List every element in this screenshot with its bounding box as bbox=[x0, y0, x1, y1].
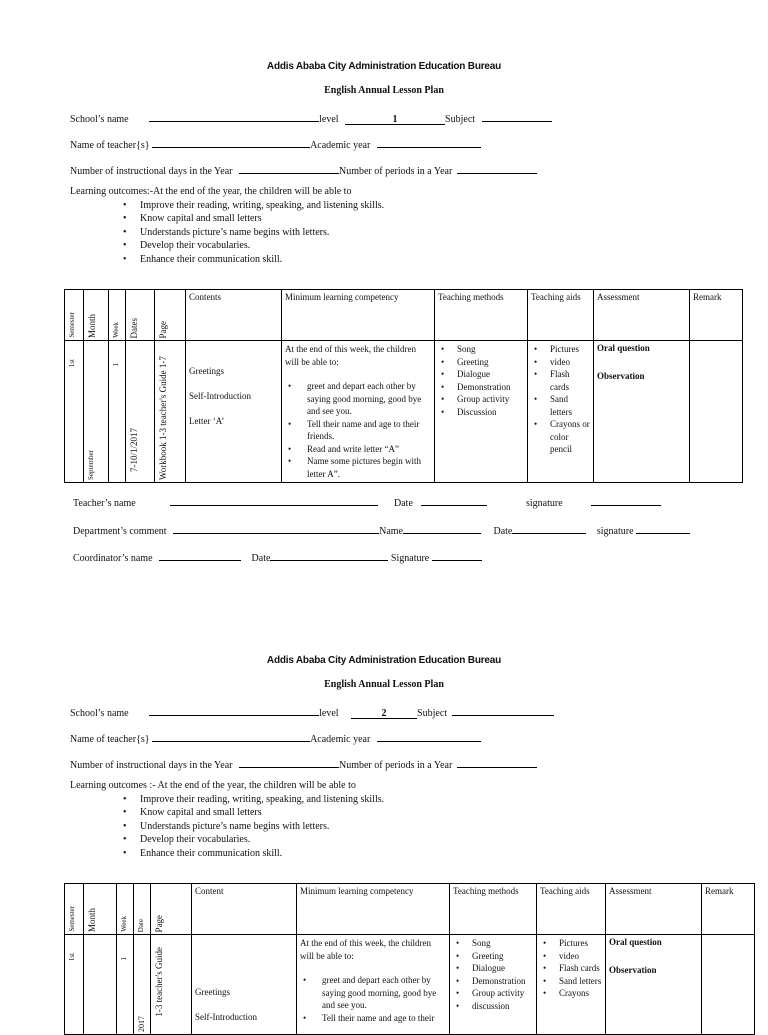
cell-dates: 2017 bbox=[134, 935, 151, 1035]
assessment-item: Observation bbox=[609, 965, 657, 975]
method-item: • Song bbox=[438, 343, 524, 356]
header-aids: Teaching aids bbox=[528, 290, 594, 341]
dept-signature-field[interactable] bbox=[636, 524, 690, 534]
teacher-signature bbox=[526, 496, 661, 509]
content-item: Letter ‘A’ bbox=[189, 416, 225, 426]
cell-remark[interactable] bbox=[690, 341, 743, 483]
aid-item: • video bbox=[540, 950, 602, 963]
teacher-row bbox=[70, 138, 481, 151]
cell-methods bbox=[450, 935, 537, 1035]
method-item: • Discussion bbox=[438, 406, 524, 419]
competency-intro: At the end of this week, the children will be able to: bbox=[285, 344, 416, 367]
teacher-date bbox=[394, 496, 487, 509]
aid-item: • Crayons bbox=[540, 987, 602, 1000]
header-semester: Semester bbox=[65, 290, 84, 341]
coord-signature-label: Signature bbox=[390, 553, 430, 564]
aid-item: • Pictures bbox=[540, 937, 602, 950]
header-assessment: Assessment bbox=[606, 884, 702, 935]
header-page: Page bbox=[155, 290, 186, 341]
method-item: • Demonstration bbox=[453, 975, 533, 988]
periods-field[interactable] bbox=[457, 758, 537, 768]
date-field[interactable] bbox=[421, 496, 487, 506]
method-item: • Group activity bbox=[453, 987, 533, 1000]
outcome-item: • Improve their reading, writing, speaking, and listening skills. bbox=[140, 199, 384, 213]
dept-date-field[interactable] bbox=[512, 524, 586, 534]
header-assessment: Assessment bbox=[594, 290, 690, 341]
cell-page: 1-3 teacher's Guide bbox=[151, 935, 192, 1035]
coordinator-row bbox=[73, 551, 482, 564]
teacher-label: Name of teacher{s} bbox=[70, 140, 150, 151]
cell-dates: 7-10/1/2017 bbox=[126, 341, 155, 483]
method-item: • Song bbox=[453, 937, 533, 950]
name-field[interactable] bbox=[403, 524, 481, 534]
dept-comment-field[interactable] bbox=[173, 524, 379, 534]
name-label: Name bbox=[379, 526, 403, 537]
header-competency: Minimum learning competency bbox=[297, 884, 450, 935]
teacher-row bbox=[70, 732, 481, 745]
method-item: • Greeting bbox=[438, 356, 524, 369]
method-item: • discussion bbox=[453, 1000, 533, 1013]
lesson-plan-table bbox=[64, 289, 743, 483]
school-name-field[interactable] bbox=[149, 112, 319, 122]
level-label: level bbox=[319, 114, 339, 125]
days-label: Number of instructional days in the Year bbox=[70, 166, 233, 177]
outcome-item: • Develop their vocabularies. bbox=[140, 239, 384, 253]
plan-title: English Annual Lesson Plan bbox=[324, 85, 444, 96]
outcome-item: • Know capital and small letters bbox=[140, 806, 384, 820]
header-month: Month bbox=[84, 884, 117, 935]
coord-date-label: Date bbox=[251, 553, 271, 564]
bureau-title: Addis Ababa City Administration Education Bureau bbox=[266, 655, 502, 666]
header-competency: Minimum learning competency bbox=[282, 290, 435, 341]
subject-field[interactable] bbox=[452, 706, 554, 716]
header-contents: Contents bbox=[186, 290, 282, 341]
aid-item: • Flash cards bbox=[540, 962, 602, 975]
cell-assessment bbox=[606, 935, 702, 1035]
periods-label: Number of periods in a Year bbox=[338, 166, 453, 177]
school-name-field[interactable] bbox=[149, 706, 319, 716]
cell-week: 1 bbox=[117, 935, 134, 1035]
cell-contents bbox=[186, 341, 282, 483]
aid-item: • Flash cards bbox=[531, 368, 590, 393]
plan-title: English Annual Lesson Plan bbox=[324, 679, 444, 690]
header-page: Page bbox=[151, 884, 192, 935]
header-remark: Remark bbox=[702, 884, 755, 935]
aid-item: • Crayons or color pencil bbox=[531, 418, 590, 456]
header-remark: Remark bbox=[690, 290, 743, 341]
level-label: level bbox=[319, 708, 339, 719]
coord-date-field[interactable] bbox=[270, 551, 388, 561]
academic-year-label: Academic year bbox=[310, 734, 371, 745]
outcome-item: • Know capital and small letters bbox=[140, 212, 384, 226]
teacher-field[interactable] bbox=[152, 138, 310, 148]
subject-field[interactable] bbox=[482, 112, 552, 122]
header-methods: Teaching methods bbox=[450, 884, 537, 935]
subject-label: Subject bbox=[417, 708, 448, 719]
outcome-item: • Improve their reading, writing, speaking, and listening skills. bbox=[140, 793, 384, 807]
header-methods: Teaching methods bbox=[435, 290, 528, 341]
competency-intro: At the end of this week, the children will be able to: bbox=[300, 938, 431, 961]
header-week: Week bbox=[109, 290, 126, 341]
academic-year-field[interactable] bbox=[377, 138, 481, 148]
days-row bbox=[70, 164, 537, 177]
periods-field[interactable] bbox=[457, 164, 537, 174]
days-field[interactable] bbox=[239, 164, 339, 174]
lesson-plan-table bbox=[64, 883, 755, 1035]
table-row bbox=[65, 935, 755, 1035]
cell-week: 1 bbox=[109, 341, 126, 483]
cell-competency bbox=[297, 935, 450, 1035]
school-name-label: School’s name bbox=[70, 708, 129, 719]
teachers-name-field[interactable] bbox=[170, 496, 378, 506]
academic-year-label: Academic year bbox=[310, 140, 371, 151]
aid-item: • Sand letters bbox=[540, 975, 602, 988]
table-row bbox=[65, 341, 743, 483]
assessment-item: Oral question bbox=[609, 937, 662, 947]
cell-semester: 1st bbox=[65, 935, 84, 1035]
cell-month bbox=[84, 935, 117, 1035]
cell-semester: 1st bbox=[65, 341, 84, 483]
bureau-title: Addis Ababa City Administration Education Bureau bbox=[266, 61, 502, 72]
competency-item: • Tell their name and age to their bbox=[300, 1012, 446, 1025]
outcomes-intro: Learning outcomes:-At the end of the year, the children will be able to bbox=[70, 186, 352, 197]
cell-competency bbox=[282, 341, 435, 483]
header-date: Date bbox=[134, 884, 151, 935]
teacher-label: Name of teacher{s} bbox=[70, 734, 150, 745]
cell-methods bbox=[435, 341, 528, 483]
coordinator-field[interactable] bbox=[159, 551, 241, 561]
table-header-row bbox=[65, 290, 743, 341]
days-field[interactable] bbox=[239, 758, 339, 768]
competency-item: • greet and depart each other by saying good morning, good bye and see you. bbox=[285, 380, 431, 418]
outcome-item: • Understands picture’s name begins with letters. bbox=[140, 226, 384, 240]
learning-outcomes bbox=[70, 779, 384, 860]
outcome-item: • Understands picture’s name begins with letters. bbox=[140, 820, 384, 834]
signature-field[interactable] bbox=[591, 496, 661, 506]
aid-item: • Sand letters bbox=[531, 393, 590, 418]
cell-month: September bbox=[84, 341, 109, 483]
level-field[interactable]: 1 bbox=[345, 115, 445, 125]
cell-contents bbox=[192, 935, 297, 1035]
outcome-item: • Enhance their communication skill. bbox=[140, 253, 384, 267]
cell-page: Workbook 1-3 teacher's Guide 1-7 bbox=[155, 341, 186, 483]
competency-item: • Name some pictures begin with letter A”. bbox=[285, 455, 431, 480]
aid-item: • Pictures bbox=[531, 343, 590, 356]
method-item: • Dialogue bbox=[453, 962, 533, 975]
cell-assessment bbox=[594, 341, 690, 483]
content-item: Self-Introduction bbox=[195, 1012, 257, 1022]
outcomes-intro: Learning outcomes :- At the end of the year, the children will be able to bbox=[70, 780, 356, 791]
assessment-item: Observation bbox=[597, 371, 645, 381]
coordinator-label: Coordinator’s name bbox=[73, 553, 153, 564]
content-item: Greetings bbox=[195, 987, 230, 997]
content-item: Greetings bbox=[189, 366, 224, 376]
header-month: Month bbox=[84, 290, 109, 341]
learning-outcomes bbox=[70, 185, 384, 266]
days-label: Number of instructional days in the Year bbox=[70, 760, 233, 771]
dept-comment-label: Department’s comment bbox=[73, 526, 167, 537]
method-item: • Demonstration bbox=[438, 381, 524, 394]
date-label: Date bbox=[394, 498, 413, 509]
method-item: • Group activity bbox=[438, 393, 524, 406]
outcome-item: • Develop their vocabularies. bbox=[140, 833, 384, 847]
method-item: • Greeting bbox=[453, 950, 533, 963]
cell-aids bbox=[537, 935, 606, 1035]
signature-label: signature bbox=[526, 498, 563, 509]
cell-remark[interactable] bbox=[702, 935, 755, 1035]
level-field[interactable]: 2 bbox=[351, 709, 417, 719]
dept-date-label: Date bbox=[493, 526, 513, 537]
dept-signature-label: signature bbox=[596, 526, 634, 537]
cell-aids bbox=[528, 341, 594, 483]
department-row bbox=[73, 524, 690, 537]
header-content: Content bbox=[192, 884, 297, 935]
competency-item: • Tell their name and age to their friends. bbox=[285, 418, 431, 443]
school-row bbox=[70, 112, 552, 125]
teachers-name-label: Teacher’s name bbox=[73, 498, 136, 509]
header-week: Week bbox=[117, 884, 134, 935]
header-aids: Teaching aids bbox=[537, 884, 606, 935]
header-dates: Dates bbox=[126, 290, 155, 341]
academic-year-field[interactable] bbox=[377, 732, 481, 742]
teacher-field[interactable] bbox=[152, 732, 310, 742]
school-row bbox=[70, 706, 554, 719]
content-item: Self-Introduction bbox=[189, 391, 251, 401]
competency-item: • Read and write letter “A” bbox=[285, 443, 431, 456]
competency-item: • greet and depart each other by saying good morning, good bye and see you. bbox=[300, 974, 446, 1012]
header-semester: Semester bbox=[65, 884, 84, 935]
outcome-item: • Enhance their communication skill. bbox=[140, 847, 384, 861]
table-header-row bbox=[65, 884, 755, 935]
school-name-label: School’s name bbox=[70, 114, 129, 125]
assessment-item: Oral question bbox=[597, 343, 650, 353]
method-item: • Dialogue bbox=[438, 368, 524, 381]
coord-signature-field[interactable] bbox=[432, 551, 482, 561]
periods-label: Number of periods in a Year bbox=[338, 760, 453, 771]
subject-label: Subject bbox=[445, 114, 476, 125]
days-row bbox=[70, 758, 537, 771]
teacher-signature-row bbox=[73, 496, 378, 509]
aid-item: • video bbox=[531, 356, 590, 369]
